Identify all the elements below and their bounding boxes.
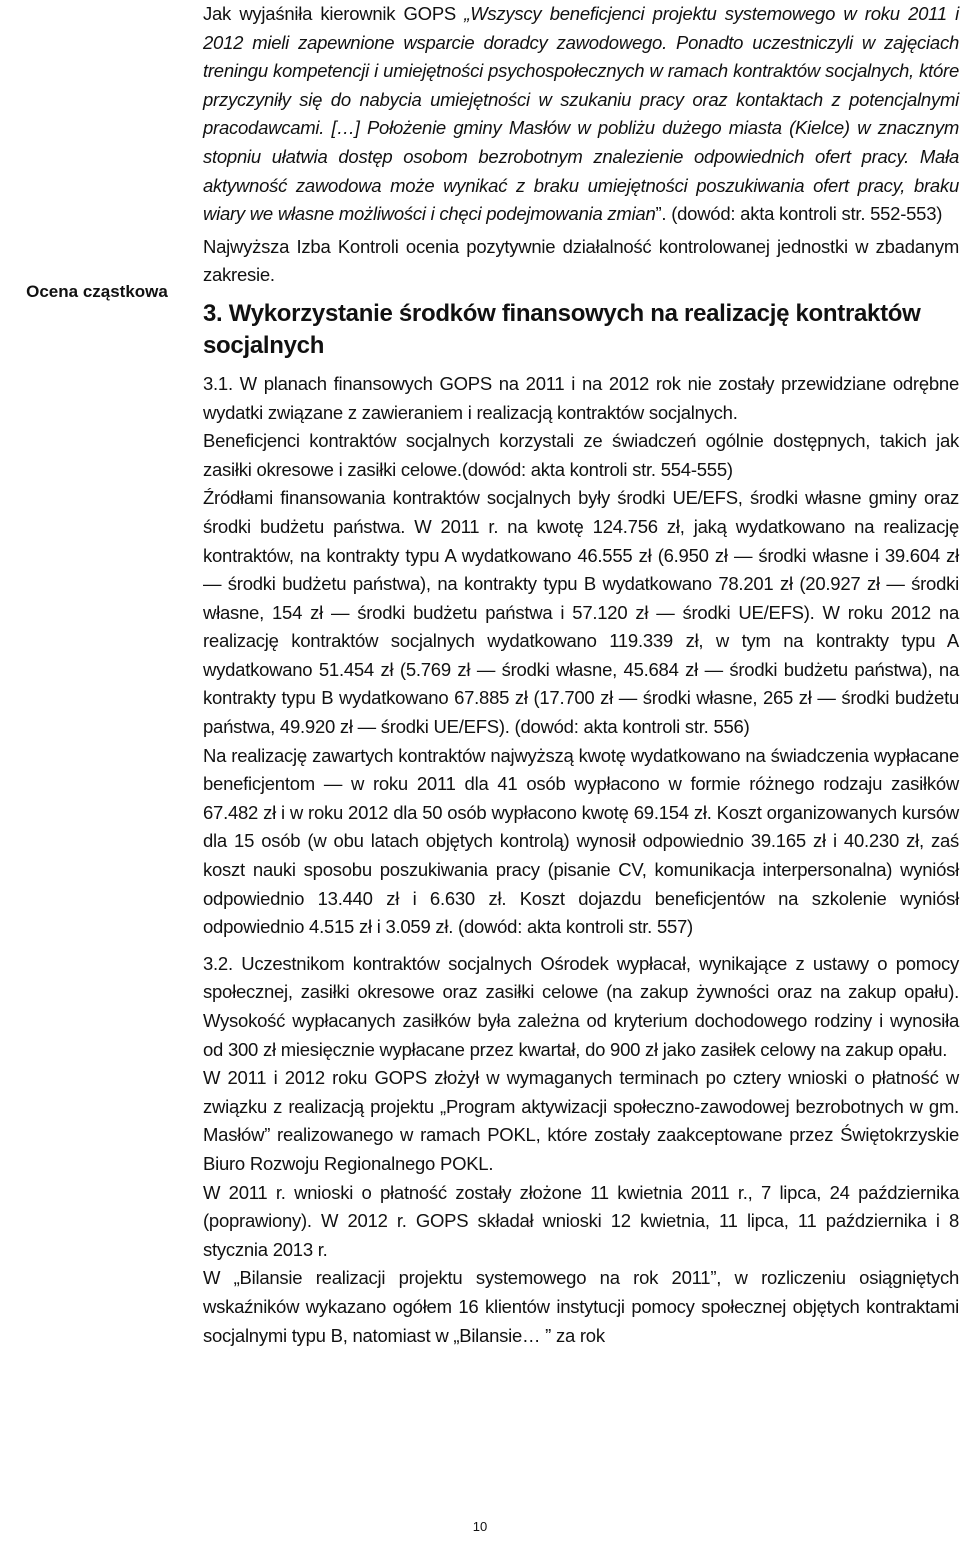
section-3-1-paragraph-2: Beneficjenci kontraktów socjalnych korzystali ze świadczeń ogólnie dostępnych, takich jak zasiłki okresowe i zasiłki celowe.(dowód: akta kontroli str. 554-555) [203,430,959,480]
section-3-2-paragraph-1: 3.2. Uczestnikom kontraktów socjalnych Ośrodek wypłacał, wynikające z ustawy o pomocy społecznej, zasiłki okresowe oraz zasiłki celowe (na zakup żywności oraz na zakup opału). Wysokość wypłacanych zasiłków była zależna od kryterium dochodowego rodziny i wynosiła od 300 zł miesięcznie wypłacane przez kwartał, do 900 zł jako zasiłek celowy na zakup opału. [203,952,959,1060]
nik-assessment: Najwyższa Izba Kontroli ocenia pozytywnie działalność kontrolowanej jednostki w zbadanym zakresie. [203,235,959,286]
section-3-2-paragraph-2: W 2011 i 2012 roku GOPS złożył w wymaganych terminach po cztery wnioski o płatność w związku z realizacją projektu „Program aktywizacji społeczno-zawodowej bezrobotnych w gm. Masłów” realizowanego w ramach POKL, które zostały zaakceptowane przez Świętokrzyskie Biuro Rozwoju Regionalnego POKL. [203,1067,959,1174]
gops-explanation-paragraph [203,0,959,229]
page-number: 10 [472,1519,488,1534]
section-3-2-paragraph-3: W 2011 r. wnioski o płatność zostały złożone 11 kwietnia 2011 r., 7 lipca, 24 października (poprawiony). W 2012 r. GOPS składał wnioski 12 kwietnia, 11 lipca, 11 października i 8 stycznia 2013 r. [203,1181,959,1260]
section-3-1-paragraph-3: Źródłami finansowania kontraktów socjalnych były środki UE/EFS, środki własne gminy oraz środki budżetu państwa. W 2011 r. na kwotę 124.756 zł, jaką wydatkowano na realizację kontraktów, na kontrakty typu A wydatkowano 46.555 zł (6.950 zł — środki własne i 39.604 zł — środki budżetu państwa), na kontrakty typu B wydatkowano 78.201 zł (20.927 zł — środki własne, 154 zł — środki budżetu państwa i 57.120 zł — środki UE/EFS). W roku 2012 na realizację kontraktów socjalnych wydatkowano 119.339 zł, w tym na kontrakty typu A wydatkowano 51.454 zł (5.769 zł — środki własne, 45.684 zł — środki budżetu państwa), na kontrakty typu B wydatkowano 67.885 zł (17.700 zł — środki własne, 265 zł — środki budżetu państwa, 49.920 zł — środki UE/EFS). (dowód: akta kontroli str. 556) [203,487,959,738]
section-3-2-paragraph-4: W „Bilansie realizacji projektu systemowego na rok 2011”, w rozliczeniu osiągniętych wskaźników wykazano ogółem 16 klientów instytucji pomocy społecznej objętych kontraktami socjalnymi typu B, natomiast w „Bilansie… ” za rok [203,1267,959,1346]
director-quote: „Wszyscy beneficjenci projektu systemowego w roku 2011 i 2012 mieli zapewnione wsparcie doradcy zawodowego. Ponadto uczestniczyli w zajęciach treningu kompetencji i umiejętności psychospołecznych w ramach kontraktów socjalnych, które przyczyniły się do nabycia umiejętności w szukaniu pracy oraz kontaktach z potencjalnymi pracodawcami. […] Położenie gminy Masłów w pobliżu dużego miasta (Kielce) w znacznym stopniu ułatwia dostęp osobom bezrobotnym znalezienie odpowiednich ofert pracy. Mała aktywność zawodowa może wynikać z braku umiejętności poszukiwania ofert pracy, braku wiary we własne możliwości i chęci podejmowania zmian [203,3,959,225]
evidence-reference: ”. (dowód: akta kontroli str. 552-553) [655,203,943,225]
section-heading: 3. Wykorzystanie środków finansowych na realizację kontraktów socjalnych [203,299,921,359]
section-3-1-paragraph-1: 3.1. W planach finansowych GOPS na 2011 i na 2012 rok nie zostały przewidziane odrębne wydatki związane z zawieraniem i realizacją kontraktów socjalnych. [203,372,959,423]
partial-assessment-label: Ocena cząstkowa [26,282,168,301]
document-body [203,0,959,1350]
section-3-1-paragraph-4: Na realizację zawartych kontraktów najwyższą kwotę wydatkowano na świadczenia wypłacane beneficjentom — w roku 2011 dla 41 osób wypłacono w formie różnego rodzaju zasiłków 67.482 zł i w roku 2012 dla 50 osób wypłacono kwotę 69.154 zł. Koszt organizowanych kursów dla 15 osób (w obu latach objętych kontrolą) wynosił odpowiednio 39.165 zł i 40.230 zł, zaś koszt nauki sposobu poszukiwania pracy (pisanie CV, komunikacja interpersonalna) wyniósł odpowiednio 13.440 zł i 6.630 zł. Koszt dojazdu beneficjentów na szkolenie wyniósł odpowiednio 4.515 zł i 3.059 zł. (dowód: akta kontroli str. 557) [203,744,959,938]
explanation-lead: Jak wyjaśniła kierownik GOPS [203,3,465,24]
